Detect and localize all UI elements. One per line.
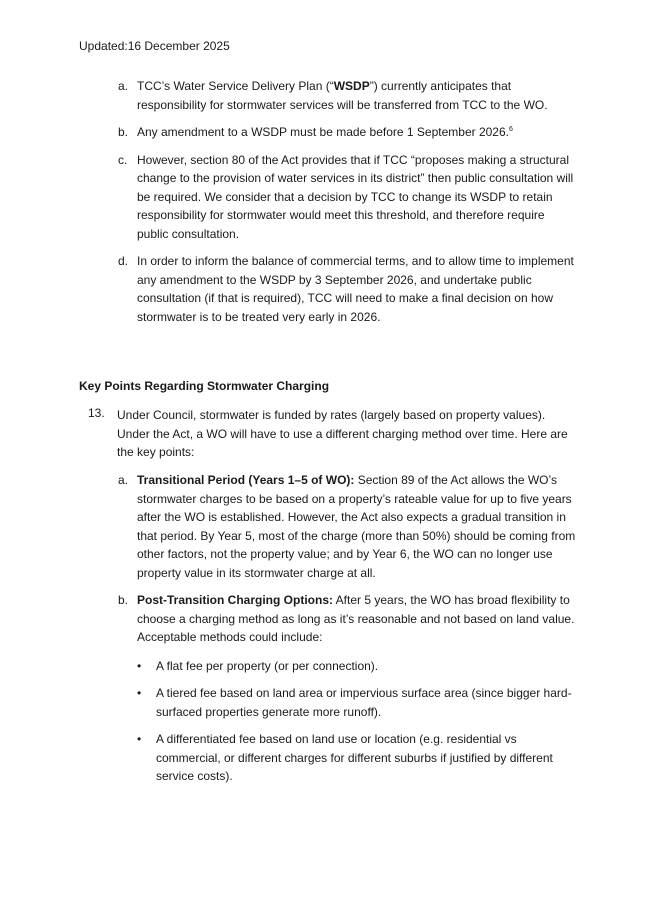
list-item <box>118 252 578 326</box>
bullet-text: A tiered fee based on land area or impervious surface area (since bigger hard-surfaced properties generate more runoff). <box>156 686 572 719</box>
list-marker: a. <box>118 79 129 93</box>
footnote-ref[interactable]: 6 <box>508 126 513 133</box>
list-marker: d. <box>118 254 129 268</box>
list-item-text <box>137 123 578 142</box>
text-segment: TCC’s Water Service Delivery Plan (“ <box>137 79 334 93</box>
bullet-icon: • <box>137 658 142 673</box>
bullet-icon: • <box>137 732 142 746</box>
list-item-text <box>137 591 578 647</box>
item-lead-in: Transitional Period (Years 1–5 of WO): <box>137 473 355 487</box>
text-segment: Any amendment to a WSDP must be made before 1 September 2026. <box>137 125 509 139</box>
list-item-text <box>137 77 578 114</box>
bullet-icon: • <box>137 686 142 700</box>
list-item-text: In order to inform the balance of commercial terms, and to allow time to implement any amendment to the WSDP by 3 September 2026, and undertake public consultation (if that is required), TCC will need to make a final decision on how stormwater is to be treated very early in 2026. <box>137 254 574 324</box>
wsdp-abbreviation: WSDP <box>333 79 370 93</box>
list-item <box>118 77 578 114</box>
bullet-item <box>137 684 578 721</box>
text-segment: Section 89 of the Act allows the WO’s stormwater charges to be based on a property’s rateable value for up to five years after the WO is established. However, the Act also expects a gradual transition in that period. By Year 5, most of the charge (more than 50%) should be coming from other factors, not the property value; and by Year 6, the WO can no longer use property value in its stormwater charge at all. <box>137 473 576 580</box>
point-number: 13. <box>88 406 105 420</box>
list-item <box>118 591 578 786</box>
bullet-text: A flat fee per property (or per connection). <box>156 658 379 673</box>
section-heading: Key Points Regarding Stormwater Charging <box>79 379 330 393</box>
bullet-item <box>137 730 578 786</box>
list-marker: b. <box>118 593 129 607</box>
list-marker: b. <box>118 125 129 139</box>
bullet-item <box>137 657 578 676</box>
numbered-point <box>88 406 578 462</box>
bullet-text: A differentiated fee based on land use or location (e.g. residential vs commercial, or different charges for different suburbs if justified by different service costs). <box>156 732 553 783</box>
text-segment: After 5 years, the WO has broad flexibility to choose a charging method as long as it’s reasonable and not based on land value. Acceptable methods could include: <box>137 593 575 644</box>
bullet-list <box>137 657 578 786</box>
item-lead-in: Post-Transition Charging Options: <box>137 593 333 607</box>
list-marker: a. <box>118 473 129 487</box>
list-item-text <box>137 471 578 582</box>
charging-list <box>118 471 578 795</box>
list-item <box>118 151 578 244</box>
text-segment: ”) currently anticipates that responsibility for stormwater services will be transferred from TCC to the WO. <box>137 79 548 112</box>
wsdp-list <box>118 77 578 335</box>
list-item <box>118 471 578 582</box>
list-item <box>118 123 578 142</box>
list-item-text: However, section 80 of the Act provides that if TCC “proposes making a structural change to the provision of water services in its district” then public consultation will be required. We consider that a decision by TCC to change its WSDP to retain responsibility for stormwater would meet this threshold, and therefore require public consultation. <box>137 152 574 241</box>
list-marker: c. <box>118 152 128 167</box>
updated-date: Updated:16 December 2025 <box>79 39 230 53</box>
point-text: Under Council, stormwater is funded by rates (largely based on property values). Under the Act, a WO will have to use a different charging method over time. Here are the key points: <box>117 408 568 459</box>
